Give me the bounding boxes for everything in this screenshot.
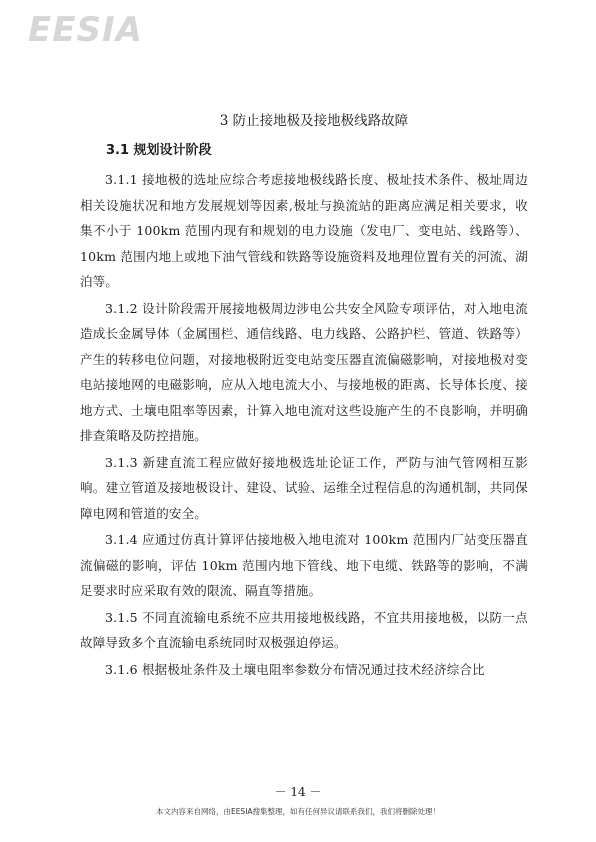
paragraph-3-1-2: 3.1.2 设计阶段需开展接地极周边涉电公共安全风险专项评估，对入地电流造成长金属导体（金属围栏、通信线路、电力线路、公路护栏、管道、铁路等）产生的转移电位问题，对接地极附近变电站变压器直流偏磁影响，对接地极对变电站接地网的电磁影响，应从入地电流大小、与接地极的距离、长导体长度、接地方式、土壤电阻率等因素，计算入地电流对这些设施产生的不良影响，并明确排查策略及防控措施。 — [80, 300, 528, 443]
paragraph-3-1-1: 3.1.1 接地极的选址应综合考虑接地极线路长度、极址技术条件、极址周边相关设施状况和地方发展规划等因素,极址与换流站的距离应满足相关要求，收集不小于 100km 范围内现有和规划的电力设施（发电厂、变电站、线路等）、10km 范围内地上或地下油气管线和铁路等设施资料及地理位置有关的河流、湖泊等。 — [80, 172, 528, 289]
eesia-watermark-logo: EESIA — [28, 10, 143, 50]
footer-disclaimer: 本文内容来自网络，由EESIA搜集整理，如有任何异议请联系我们，我们将删除处理！ — [155, 807, 441, 816]
document-body — [80, 112, 528, 683]
chapter-title: 3 防止接地极及接地极线路故障 — [219, 113, 409, 129]
paragraph-3-1-6: 3.1.6 根据极址条件及土壤电阻率参数分布情况通过技术经济综合比 — [105, 661, 485, 677]
section-title: 3.1 规划设计阶段 — [106, 143, 212, 158]
paragraph-3-1-5: 3.1.5 不同直流输电系统不应共用接地极线路，不宜共用接地极，以防一点故障导致多个直流输电系统同时双极强迫停运。 — [80, 609, 528, 650]
paragraph-3-1-3: 3.1.3 新建直流工程应做好接地极选址论证工作，严防与油气管网相互影响。建立管道及接地极设计、建设、试验、运维全过程信息的沟通机制，共同保障电网和管道的安全。 — [80, 454, 528, 521]
paragraph-3-1-4: 3.1.4 应通过仿真计算评估接地极入地电流对 100km 范围内厂站变压器直流偏磁的影响，评估 10km 范围内地下管线、地下电缆、铁路等的影响，不满足要求时应采取有效的限流、隔直等措施。 — [80, 532, 528, 598]
page-number: － 14 － — [274, 785, 322, 799]
